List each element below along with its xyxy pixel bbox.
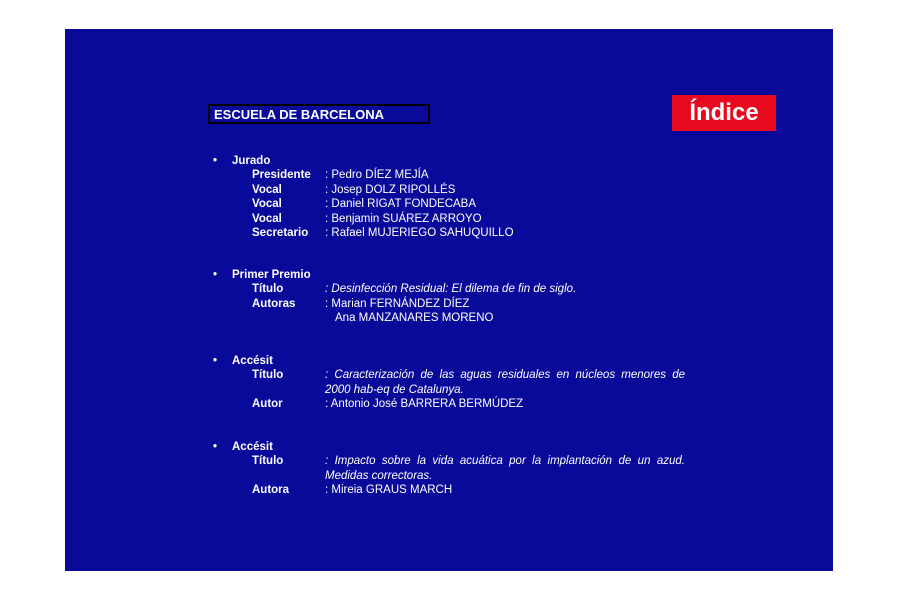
jurado-name: : Pedro DÍEZ MEJÍA [325,169,429,182]
jurado-member-row [213,226,514,240]
jurado-role: Vocal [252,183,282,196]
autoras-label: Autoras [252,297,296,310]
jurado-name: : Daniel RIGAT FONDECABA [325,198,477,211]
titulo-value: : Impacto sobre la vida acuática por la implantación de un azud. Medidas correctoras. [325,455,685,482]
accesit-title: Accésit [232,441,273,453]
jurado-member-row [213,168,429,182]
jurado-role: Secretario [252,226,309,239]
accesit-section [213,354,685,412]
primer-premio-section [213,268,577,326]
jurado-name: : Josep DOLZ RIPOLLÉS [325,183,456,196]
autor-value: : Antonio José BARRERA BERMÚDEZ [325,398,524,411]
jurado-role: Vocal [252,198,282,211]
autor-label: Autor [252,398,283,411]
jurado-member-row [213,212,482,226]
jurado-member-row [213,197,477,211]
bullet-icon: • [213,441,218,453]
bullet-icon: • [213,269,218,281]
jurado-name: : Benjamin SUÁREZ ARROYO [325,212,482,225]
autora-label: Autora [252,484,290,497]
titulo-value: : Desinfección Residual: El dilema de fin de siglo. [325,283,577,296]
slide [65,29,833,571]
jurado-role: Presidente [252,169,311,182]
titulo-label: Título [252,283,284,296]
jurado-role: Vocal [252,212,282,225]
bullet-icon: • [213,355,218,367]
jurado-title: Jurado [232,155,271,167]
autoras-value: Ana MANZANARES MORENO [335,312,494,325]
titulo-value: : Caracterización de las aguas residuales en núcleos menores de 2000 hab-eq de Catalunya. [325,369,685,396]
jurado-name: : Rafael MUJERIEGO SAHUQUILLO [325,226,514,239]
autora-value: : Mireia GRAUS MARCH [325,484,453,497]
autoras-value: : Marian FERNÁNDEZ DÍEZ [325,297,470,310]
titulo-label: Título [252,455,284,468]
jurado-section [213,154,514,240]
primer-premio-title: Primer Premio [232,269,311,281]
accesit-section [213,440,685,498]
school-title: ESCUELA DE BARCELONA [214,107,384,122]
indice-button[interactable]: Índice [672,95,776,131]
bullet-icon: • [213,155,218,167]
jurado-member-row [213,183,456,197]
titulo-label: Título [252,369,284,382]
school-title-box [208,104,430,124]
accesit-title: Accésit [232,355,273,367]
